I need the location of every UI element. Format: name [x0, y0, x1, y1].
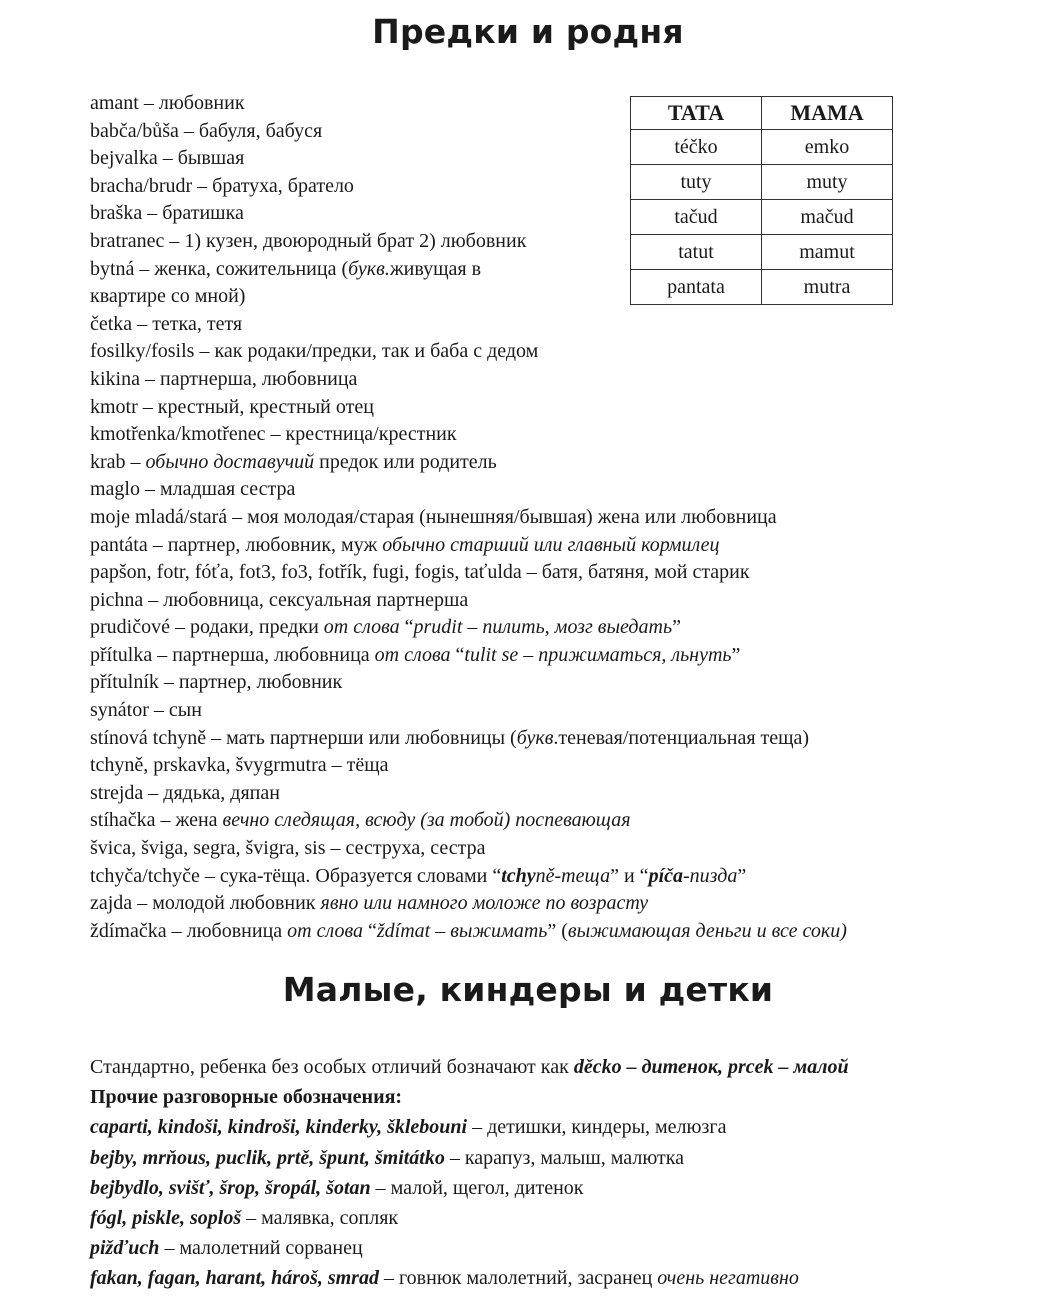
- entry-text: живущая в квартире со мной): [90, 257, 482, 308]
- entry-text: от слова: [287, 919, 363, 942]
- entry-text: очень негативно: [657, 1267, 799, 1290]
- vocab-entry: [90, 532, 1030, 560]
- entry-text: – малявка, сопляк: [241, 1207, 399, 1230]
- entry-text: “: [399, 616, 414, 639]
- entry-text: papšon, fotr, fóťa, fot3, fo3, fotřík, fugi, fogis, taťulda – батя, батяня, мой старик: [90, 561, 750, 584]
- table-cell-mama: mutra: [762, 270, 893, 305]
- vocab-entry: [90, 614, 1030, 642]
- entry-text: fakan, fagan, harant, hároš, smrad: [90, 1267, 379, 1290]
- vocab-entry: [90, 1263, 1030, 1293]
- entry-text: švica, šviga, segra, švigra, sis – сеструха, сестра: [90, 837, 486, 860]
- entry-text: – малолетний сорванец: [159, 1237, 363, 1260]
- table-row: [631, 165, 893, 200]
- entry-text: tchy: [501, 864, 536, 887]
- entry-text: děcko – дитенок, prcek – малой: [573, 1056, 849, 1078]
- table-header-tata: TATA: [631, 97, 762, 130]
- vocab-entry: [90, 669, 1030, 697]
- vocab-entry: [90, 338, 1030, 366]
- section-title-ancestors: Предки и родня: [372, 12, 684, 51]
- entry-text: zajda – молодой любовник: [90, 892, 321, 915]
- vocabulary-list-children: [90, 1052, 1030, 1294]
- vocab-entry: [90, 1112, 1030, 1142]
- entry-text: – говнюк малолетний, засранец: [378, 1267, 658, 1290]
- entry-text: – детишки, киндеры, мелюзга: [467, 1116, 727, 1139]
- table-cell-mama: mamut: [762, 235, 893, 270]
- table-cell-tata: pantata: [631, 270, 762, 305]
- entry-text: -пизда: [683, 864, 738, 887]
- vocab-entry: [90, 421, 1030, 449]
- entry-text: kmotřenka/kmotřenec – крестница/крестник: [90, 423, 457, 446]
- vocab-entry: [90, 476, 1030, 504]
- vocab-entry: [90, 725, 1030, 753]
- vocab-entry: [90, 835, 1030, 863]
- entry-text: fosilky/fosils – как родаки/предки, так и баба с дедом: [90, 340, 539, 363]
- entry-text: от слова: [374, 643, 451, 666]
- entry-text: ždímat – выжимать: [376, 919, 548, 942]
- entry-text: přítulník – партнер, любовник: [90, 671, 343, 694]
- table-cell-tata: tačud: [631, 200, 762, 235]
- entry-text: ”: [672, 616, 681, 639]
- vocab-entry: [90, 559, 1030, 587]
- vocab-entry: [90, 642, 1030, 670]
- table-row: [631, 270, 893, 305]
- entry-text: tchyně, prskavka, švygrmutra – тёща: [90, 754, 389, 777]
- entry-text: píča: [648, 864, 683, 887]
- vocab-entry: [90, 311, 1030, 339]
- entry-text: bytná – женка, сожительница (: [90, 257, 349, 280]
- vocab-entry: [90, 1143, 1030, 1173]
- vocab-entry: [90, 1173, 1030, 1203]
- vocab-entry: [90, 780, 1030, 808]
- table-cell-mama: mačud: [762, 200, 893, 235]
- entry-text: četka – тетка, тетя: [90, 312, 243, 335]
- entry-text: krab –: [90, 450, 146, 473]
- vocab-entry: [90, 890, 1030, 918]
- entry-text: bejby, mrňous, puclik, prtě, špunt, šmitátko: [90, 1146, 445, 1169]
- entry-text: amant – любовник: [90, 92, 245, 114]
- entry-text: обычно старший или главный кормилец: [382, 533, 720, 556]
- entry-text: tchyča/tchyče – сука-тёща. Образуется словами “: [90, 864, 502, 887]
- entry-text: tulit se – прижиматься, льнуть: [464, 643, 732, 666]
- entry-text: bracha/brudr – братуха, братело: [90, 174, 354, 197]
- entry-text: bejvalka – бывшая: [90, 147, 245, 170]
- entry-text: предок или родитель: [314, 450, 497, 473]
- vocab-entry: [90, 587, 1030, 615]
- table-row: [631, 130, 893, 165]
- entry-text: strejda – дядька, дяпан: [90, 781, 280, 804]
- entry-text: ” и “: [610, 864, 649, 887]
- vocab-entry: [90, 863, 1030, 891]
- entry-text: stínová tchyně – мать партнерши или любовницы (: [90, 726, 517, 749]
- tata-mama-table: [630, 96, 893, 305]
- entry-text: Стандартно, ребенка без особых отличий бозначают как: [90, 1056, 574, 1078]
- entry-text: “: [450, 643, 465, 666]
- entry-text: выжимающая деньги и все соки): [567, 919, 847, 942]
- entry-text: prudičové – родаки, предки: [90, 616, 324, 639]
- vocab-entry: [90, 1203, 1030, 1233]
- entry-text: явно или намного моложе по возрасту: [320, 892, 649, 915]
- vocab-entry: [90, 752, 1030, 780]
- section-title-children: Малые, киндеры и детки: [282, 970, 774, 1009]
- entry-text: “: [363, 919, 377, 942]
- table-header-mama: MAMA: [762, 97, 893, 130]
- entry-text: stíhačka – жена: [90, 809, 223, 832]
- table-row: [631, 235, 893, 270]
- entry-text: обычно доставучий: [145, 450, 315, 473]
- vocab-entry: [90, 504, 1030, 532]
- entry-text: prudit – пилить, мозг выедать: [413, 616, 673, 639]
- entry-text: pižďuch: [90, 1237, 160, 1260]
- entry-text: synátor – сын: [90, 699, 202, 722]
- entry-text: kikina – партнерша, любовница: [90, 367, 358, 390]
- table-row: [631, 200, 893, 235]
- table-cell-mama: muty: [762, 165, 893, 200]
- entry-text: caparti, kindoši, kindroši, kinderky, šklebouni: [90, 1116, 468, 1139]
- vocab-entry: [90, 256, 560, 311]
- vocab-entry: [90, 1052, 1030, 1082]
- entry-text: kmotr – крестный, крестный отец: [90, 395, 374, 418]
- vocab-entry: [90, 366, 1030, 394]
- entry-text: .теневая/потенциальная теща): [553, 726, 810, 749]
- vocab-entry: [90, 807, 1030, 835]
- entry-text: fógl, piskle, sopl: [90, 1207, 224, 1230]
- entry-text: bejbydlo, svišť, šrop, šropál, šotan: [90, 1176, 371, 1199]
- entry-text: ně-теща: [535, 864, 611, 887]
- vocab-entry: [90, 1082, 1030, 1112]
- vocab-entry: [90, 449, 1030, 477]
- entry-text: – карапуз, малыш, малютка: [444, 1146, 685, 1169]
- entry-text: вечно следящая, всюду (за тобой) поспевающая: [222, 809, 631, 832]
- entry-text: ”: [731, 643, 741, 666]
- entry-text: Прочие разговорные обозначения:: [90, 1086, 403, 1109]
- table-cell-tata: tatut: [631, 235, 762, 270]
- entry-text: букв: [516, 726, 554, 749]
- entry-text: pantáta – партнер, любовник, муж: [90, 533, 383, 556]
- vocab-entry: [90, 394, 1030, 422]
- entry-text: от слова: [323, 616, 400, 639]
- entry-text: bratranec – 1) кузен, двоюродный брат 2) любовник: [90, 229, 527, 252]
- entry-text: babča/bůša – бабуля, бабуся: [90, 119, 323, 142]
- entry-text: – малой, щегол, дитенок: [370, 1176, 584, 1199]
- entry-text: ” (: [547, 919, 568, 942]
- vocab-entry: [90, 918, 1030, 946]
- entry-text: braška – братишка: [90, 202, 244, 225]
- entry-text: oš: [223, 1207, 242, 1230]
- entry-text: pichna – любовница, сексуальная партнерша: [90, 588, 469, 611]
- vocab-entry: [90, 697, 1030, 725]
- table-cell-tata: tuty: [631, 165, 762, 200]
- entry-text: moje mladá/stará – моя молодая/старая (нынешняя/бывшая) жена или любовница: [90, 505, 777, 528]
- entry-text: ”: [737, 864, 747, 887]
- table-cell-tata: téčko: [631, 130, 762, 165]
- entry-text: přítulka – партнерша, любовница: [90, 643, 375, 666]
- entry-text: maglo – младшая сестра: [90, 478, 296, 501]
- vocab-entry: [90, 1233, 1030, 1263]
- entry-text: ždímačka – любовница: [90, 919, 288, 942]
- entry-text: букв.: [348, 257, 390, 280]
- table-cell-mama: emko: [762, 130, 893, 165]
